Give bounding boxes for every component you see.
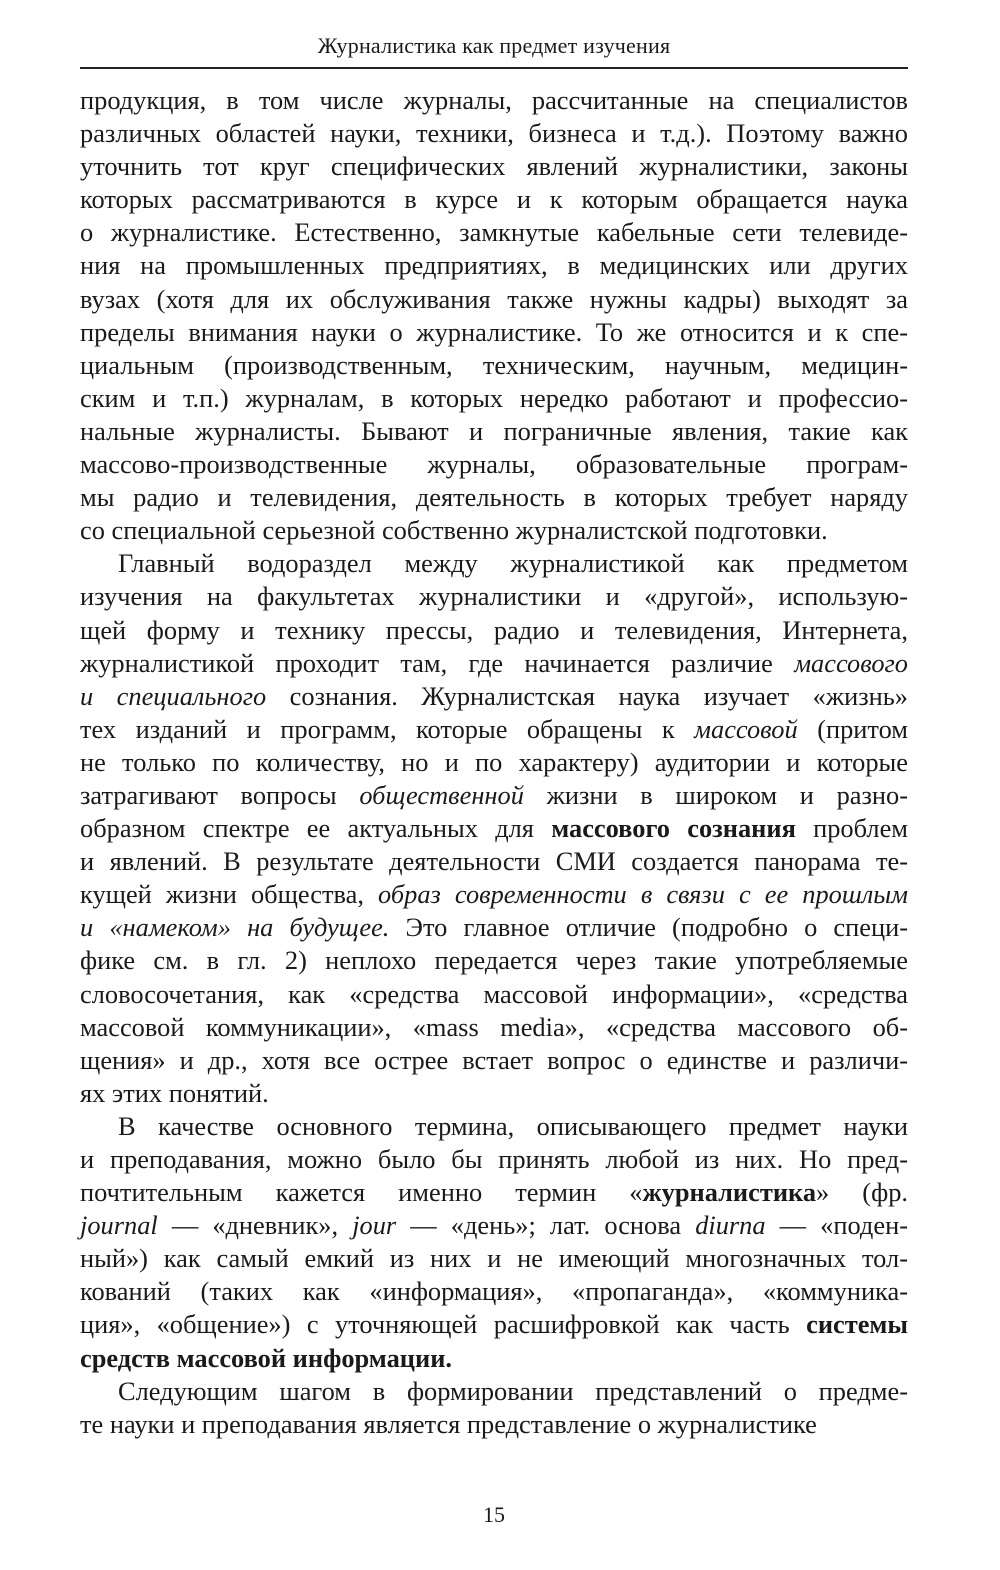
text-line [80, 316, 908, 349]
text-line [80, 1275, 908, 1308]
text-line [80, 1375, 908, 1408]
text-segment: и явлений. В результате деятельности СМИ создается панорама те- [80, 846, 908, 877]
text-segment: образном спектре ее актуальных для [80, 813, 552, 844]
italic-text: и специального [80, 680, 267, 711]
italic-text: массовой [694, 713, 798, 744]
text-line [80, 1176, 908, 1209]
text-segment: жизни в широком и разно- [523, 779, 909, 810]
text-segment: уточнить тот круг специфических явлений журналистики, законы [80, 151, 908, 182]
text-segment: ный») как самый емкий из них и не имеющий многозначных тол- [80, 1243, 908, 1274]
text-segment: щей форму и технику прессы, радио и телевидения, Интернета, [80, 614, 908, 645]
page-number: 15 [483, 1502, 505, 1527]
text-line [80, 481, 908, 514]
text-segment: ция», «общение») с уточняющей расшифровкой как часть [80, 1309, 807, 1340]
text-line [80, 283, 908, 316]
text-segment: изучения на факультетах журналистики и «другой», использую- [80, 581, 908, 612]
text-segment: Главный водораздел между журналистикой как предметом [118, 548, 908, 579]
italic-text: и «намеком» на будущее. [80, 912, 390, 943]
text-segment: журналистикой проходит там, где начинается различие [80, 647, 795, 678]
text-line [80, 150, 908, 183]
text-line [80, 944, 908, 977]
text-line [80, 1143, 908, 1176]
text-segment: циальным (производственным, техническим, научным, медицин- [80, 349, 908, 380]
text-line [80, 547, 908, 580]
text-segment: со специальной серьезной собственно журналистской подготовки. [80, 515, 828, 546]
text-line [80, 216, 908, 249]
text-segment: массовой коммуникации», «mass media», «средства массового об- [80, 1011, 908, 1042]
text-line [80, 1242, 908, 1275]
text-segment: сознания. Журналистская наука изучает «жизнь» [266, 680, 908, 711]
text-segment: » (фр. [816, 1177, 908, 1208]
text-line [80, 878, 908, 911]
italic-text: journal [80, 1210, 158, 1241]
text-line [80, 1110, 908, 1143]
text-segment: мы радио и телевидения, деятельность в которых требует наряду [80, 482, 908, 513]
text-segment: и преподавания, можно было бы принять любой из них. Но пред- [80, 1144, 908, 1174]
text-line [80, 1209, 908, 1242]
text-line [80, 746, 908, 779]
italic-text: образ современности в связи с ее прошлым [378, 879, 908, 910]
bold-text: журналистика [642, 1177, 817, 1208]
text-segment: ях этих понятий. [80, 1077, 269, 1108]
text-segment: ским и т.п.) журналам, в которых нередко работают и профессио- [80, 382, 908, 413]
text-line [80, 614, 908, 647]
text-segment: пределы внимания науки о журналистике. То же относится и к спе- [80, 316, 908, 347]
text-segment: нальные журналисты. Бывают и пограничные явления, такие как [80, 415, 908, 446]
bold-text: системы [806, 1309, 908, 1340]
text-line [80, 1308, 908, 1341]
text-segment: кований (таких как «информация», «пропаганда», «коммуника- [80, 1276, 908, 1307]
text-line [80, 978, 908, 1011]
text-segment: — «день»; лат. основа [396, 1210, 696, 1241]
text-segment: В качестве основного термина, описывающего предмет науки [118, 1110, 908, 1141]
bold-text: массового сознания [551, 813, 796, 844]
text-segment: Следующим шагом в формировании представлений о предме- [118, 1375, 908, 1406]
text-segment: — «дневник», [157, 1210, 353, 1241]
bold-text: средств массовой информации. [80, 1342, 453, 1373]
text-segment: фике см. в гл. 2) неплохо передается через такие употребляемые [80, 945, 908, 976]
text-line [80, 812, 908, 845]
text-line [80, 779, 908, 812]
text-line [80, 249, 908, 282]
italic-text: diurna [695, 1210, 766, 1241]
running-header: Журналистика как предмет изучения [317, 33, 671, 58]
text-line [80, 382, 908, 415]
text-segment: проблем [795, 813, 908, 844]
text-line [80, 183, 908, 216]
italic-text: jour [352, 1210, 397, 1241]
text-line [80, 1011, 908, 1044]
body-text [80, 84, 908, 1441]
text-segment: о журналистике. Естественно, замкнутые кабельные сети телевиде- [80, 217, 908, 248]
header-rule [80, 67, 908, 69]
text-line [80, 713, 908, 746]
text-line [80, 514, 908, 547]
text-line [80, 1077, 908, 1110]
text-segment: ния на промышленных предприятиях, в медицинских или других [80, 250, 908, 281]
text-segment: вузах (хотя для их обслуживания также нужны кадры) выходят за [80, 283, 908, 314]
text-line [80, 580, 908, 613]
text-segment: щения» и др., хотя все острее встает вопрос о единстве и различи- [80, 1044, 908, 1075]
text-line [80, 1044, 908, 1077]
text-segment: массово-производственные журналы, образовательные програм- [80, 449, 908, 480]
text-segment: кущей жизни общества, [80, 879, 379, 910]
text-line [80, 448, 908, 481]
text-line [80, 1408, 908, 1441]
text-segment: те науки и преподавания является представление о журналистике [80, 1408, 817, 1439]
text-line [80, 1342, 908, 1375]
text-segment: не только по количеству, но и по характеру) аудитории и которые [80, 746, 908, 777]
italic-text: массового [794, 647, 908, 678]
text-segment: различных областей науки, техники, бизнеса и т.д.). Поэтому важно [80, 118, 908, 149]
text-segment: продукция, в том числе журналы, рассчитанные на специалистов [80, 85, 908, 115]
text-segment: (притом [797, 713, 908, 744]
text-line [80, 845, 908, 878]
text-segment: почтительным кажется именно термин « [80, 1177, 643, 1208]
text-segment: тех изданий и программ, которые обращены к [80, 713, 695, 744]
text-line [80, 647, 908, 680]
text-line [80, 84, 908, 117]
text-segment: Это главное отличие (подробно о специ- [389, 912, 909, 943]
text-segment: затрагивают вопросы [80, 779, 360, 810]
text-line [80, 349, 908, 382]
text-segment: которых рассматриваются в курсе и к которым обращается наука [80, 184, 908, 215]
text-segment: словосочетания, как «средства массовой информации», «средства [80, 978, 908, 1009]
text-line [80, 680, 908, 713]
text-line [80, 117, 908, 150]
text-segment: — «поден- [765, 1210, 908, 1241]
italic-text: общественной [359, 779, 524, 810]
text-line [80, 415, 908, 448]
text-line [80, 911, 908, 944]
